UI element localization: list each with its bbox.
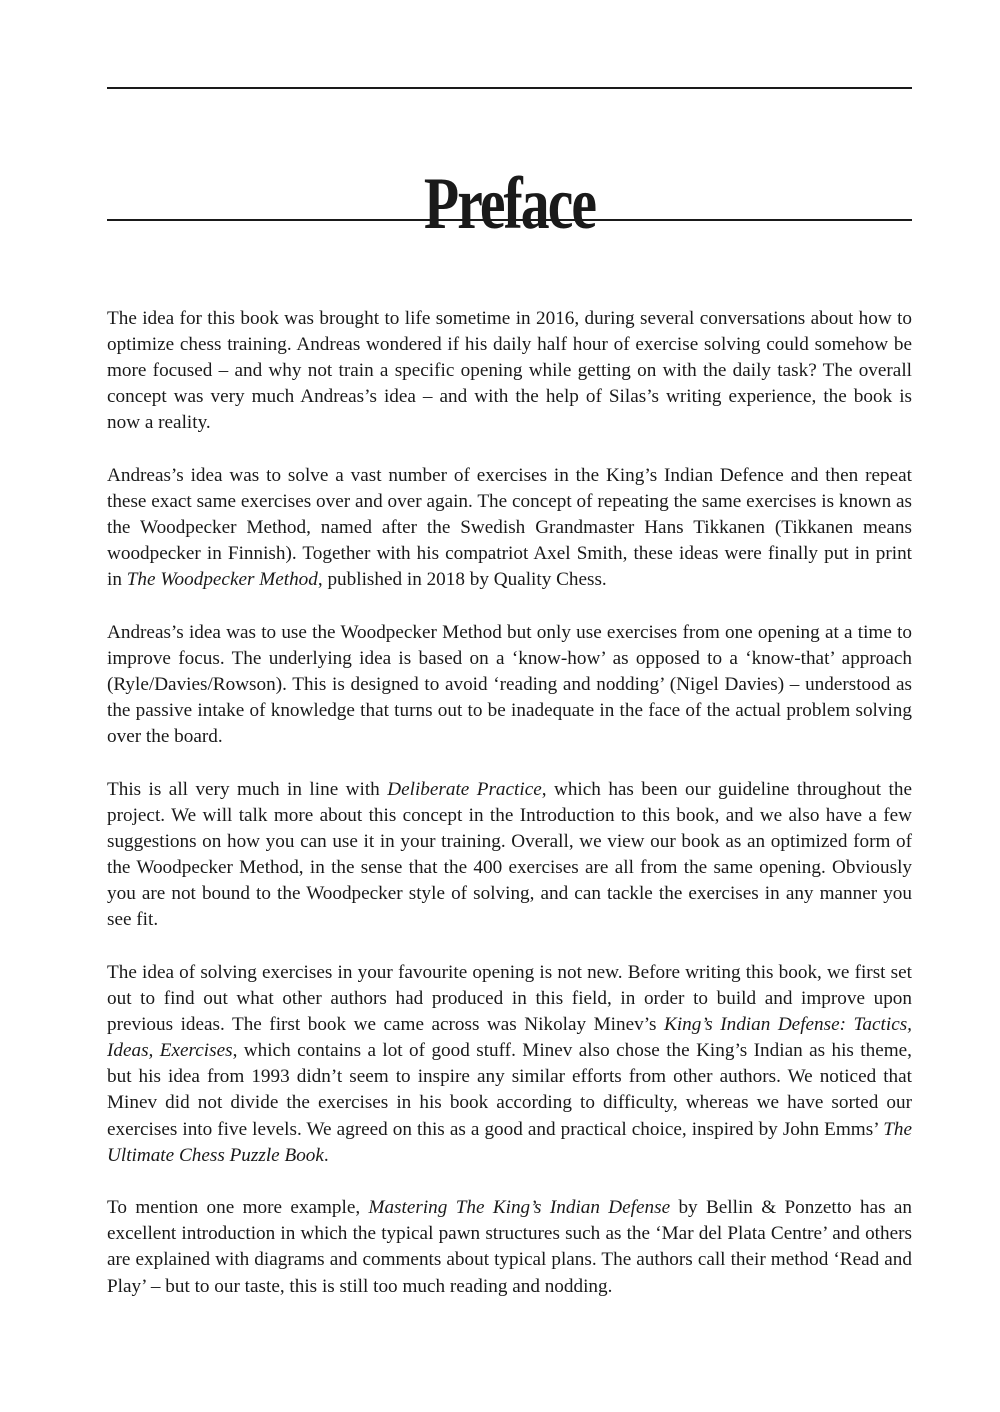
text-run: , published in 2018 by Quality Chess.	[317, 569, 607, 591]
text-run: The idea for this book was brought to life sometime in 2016, during several conversations about how to optimize chess training. Andreas wondered if his daily half hour of exercise solving could somehow be more focused – and why not train a specific opening while getting on with the daily task? The overall concept was very much Andreas’s idea – and with the help of Silas’s writing experience, the book is now a reality.	[107, 308, 912, 434]
paragraph	[107, 306, 912, 436]
page-title: Preface	[423, 162, 596, 245]
text-run: Andreas’s idea was to use the Woodpecker Method but only use exercises from one opening at a time to improve focus. The underlying idea is based on a ‘know-how’ as opposed to a ‘know-that’ approach (Ryle/Davies/Rowson). This is designed to avoid ‘reading and nodding’ (Nigel Davies) – understood as the passive intake of knowledge that turns out to be inadequate in the face of the actual problem solving over the board.	[107, 621, 912, 748]
body-text	[107, 306, 912, 1300]
text-run: The idea of solving exercises in your favourite opening is not new. Before writing this book, we first set out to find out what other authors had produced in this field, in order to build and improve upon previous ideas. The first book we came across was Nikolay Minev’s	[107, 961, 912, 1036]
italic-title: The Ultimate Chess Puzzle Book	[107, 1118, 912, 1166]
italic-title: The Woodpecker Method	[126, 569, 318, 591]
paragraph	[107, 620, 912, 750]
italic-title: Mastering The King’s Indian Defense	[368, 1197, 671, 1219]
text-run: Andreas’s idea was to solve a vast number of exercises in the King’s Indian Defence and then repeat these exact same exercises over and over again. The concept of repeating the same exercises is known as the Woodpecker Method, named after the Swedish Grandmaster Hans Tikkanen (Tikkanen means woodpecker in Finnish). Together with his compatriot Axel Smith, these ideas were finally put in print in	[107, 464, 912, 591]
text-run: , which has been our guideline throughout the project. We will talk more about this concept in the Introduction to this book, and we also have a few suggestions on how you can use it in your training. Overall, we view our book as an optimized form of the Woodpecker Method, in the sense that the 400 exercises are all from the same opening. Obviously you are not bound to the Woodpecker style of solving, and can tackle the exercises in any manner you see fit.	[107, 778, 912, 931]
text-run: This is all very much in line with	[107, 778, 388, 800]
paragraph	[107, 1195, 912, 1299]
italic-title: King’s Indian Defense: Tactics, Ideas, Exercises	[107, 1014, 912, 1062]
italic-title: Deliberate Practice	[387, 778, 542, 800]
paragraph	[107, 960, 912, 1169]
text-run: .	[323, 1144, 329, 1166]
bottom-rule	[107, 219, 912, 221]
top-rule	[107, 87, 912, 89]
paragraph	[107, 777, 912, 934]
text-run: , which contains a lot of good stuff. Minev also chose the King’s Indian as his theme, but his idea from 1993 didn’t seem to inspire any similar efforts from other authors. We noticed that Minev did not divide the exercises in his book according to difficulty, whereas we have sorted our exercises into five levels. We agreed on this as a good and practical choice, inspired by John Emms’	[107, 1040, 912, 1140]
text-run: To mention one more example,	[107, 1197, 369, 1219]
text-run: by Bellin & Ponzetto has an excellent introduction in which the typical pawn structures such as the ‘Mar del Plata Centre’ and others are explained with diagrams and comments about typical plans. The authors call their method ‘Read and Play’ – but to our taste, this is still too much reading and nodding.	[107, 1197, 913, 1297]
paragraph	[107, 463, 912, 593]
